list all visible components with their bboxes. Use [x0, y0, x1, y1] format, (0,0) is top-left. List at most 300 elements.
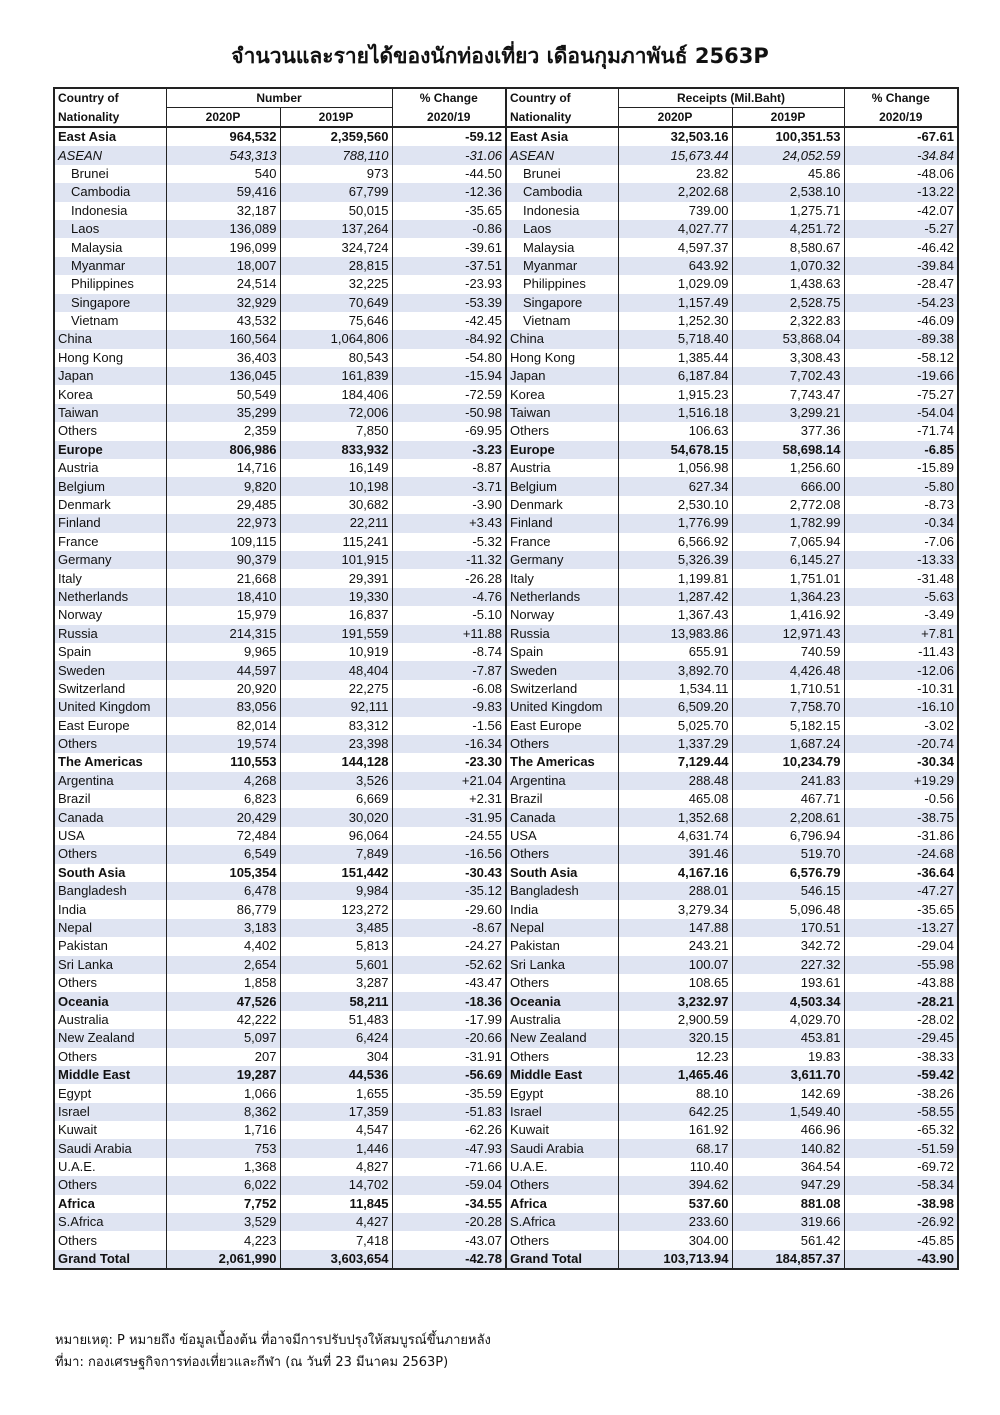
receipts-2020: 233.60 [618, 1213, 732, 1231]
country-name: Middle East [54, 1066, 166, 1084]
receipts-2019: 140.82 [732, 1139, 844, 1157]
country-name: Brunei [54, 165, 166, 183]
receipts-2019: 6,576.79 [732, 864, 844, 882]
country-name-right: Brunei [506, 165, 618, 183]
number-change: -84.92 [392, 330, 506, 348]
country-name: Argentina [54, 772, 166, 790]
number-2019: 184,406 [280, 385, 392, 403]
country-name-right: South Asia [506, 864, 618, 882]
number-change: +3.43 [392, 514, 506, 532]
number-2019: 96,064 [280, 827, 392, 845]
receipts-2020: 391.46 [618, 845, 732, 863]
number-change: -31.06 [392, 146, 506, 164]
receipts-2020: 1,776.99 [618, 514, 732, 532]
receipts-2020-header: 2020P [618, 108, 732, 128]
receipts-2019: 1,549.40 [732, 1103, 844, 1121]
number-2020: 1,368 [166, 1158, 280, 1176]
receipts-2019: 53,868.04 [732, 330, 844, 348]
country-name-right: Others [506, 1176, 618, 1194]
number-2019: 115,241 [280, 533, 392, 551]
country-name: Belgium [54, 477, 166, 495]
receipts-change: -16.10 [844, 698, 958, 716]
receipts-2019: 1,438.63 [732, 275, 844, 293]
receipts-change-header: % Change [844, 88, 958, 108]
number-change: -11.32 [392, 551, 506, 569]
header-row-2 [54, 108, 958, 128]
country-name: Indonesia [54, 202, 166, 220]
table-row [54, 974, 958, 992]
country-name-right: Vietnam [506, 312, 618, 330]
number-2019: 2,359,560 [280, 127, 392, 146]
number-2019: 50,015 [280, 202, 392, 220]
number-2020: 86,779 [166, 900, 280, 918]
number-2020: 72,484 [166, 827, 280, 845]
number-2020: 1,716 [166, 1121, 280, 1139]
receipts-2019: 1,751.01 [732, 569, 844, 587]
receipts-change: -71.74 [844, 422, 958, 440]
table-row [54, 808, 958, 826]
number-2020: 18,007 [166, 257, 280, 275]
country-name-right: Switzerland [506, 680, 618, 698]
number-2019: 191,559 [280, 625, 392, 643]
country-name: Norway [54, 606, 166, 624]
table-row [54, 643, 958, 661]
country-name-right: Sweden [506, 661, 618, 679]
receipts-change: -39.84 [844, 257, 958, 275]
country-name-right: Egypt [506, 1084, 618, 1102]
number-change: -23.93 [392, 275, 506, 293]
receipts-2019: 4,426.48 [732, 661, 844, 679]
receipts-2020: 655.91 [618, 643, 732, 661]
number-2020: 109,115 [166, 533, 280, 551]
number-change: -12.36 [392, 183, 506, 201]
country-name-right: Cambodia [506, 183, 618, 201]
page-title: จำนวนและรายได้ของนักท่องเที่ยว เดือนกุมภาพันธ์ 2563P [231, 44, 769, 68]
number-2019: 22,211 [280, 514, 392, 532]
receipts-2020: 6,509.20 [618, 698, 732, 716]
number-2020-header: 2020P [166, 108, 280, 128]
country-name: Korea [54, 385, 166, 403]
table-row [54, 404, 958, 422]
receipts-2019: 2,208.61 [732, 808, 844, 826]
receipts-change: -0.56 [844, 790, 958, 808]
country-name: Others [54, 1176, 166, 1194]
number-2019: 16,837 [280, 606, 392, 624]
number-change: -3.90 [392, 496, 506, 514]
number-2020: 1,066 [166, 1084, 280, 1102]
country-name: Switzerland [54, 680, 166, 698]
country-name-right: Germany [506, 551, 618, 569]
table-row [54, 864, 958, 882]
country-name: United Kingdom [54, 698, 166, 716]
table-row [54, 680, 958, 698]
source-line: ที่มา: กองเศรษฐกิจการท่องเที่ยวและกีฬา (ณ วันที่ 23 มีนาคม 2563P) [55, 1355, 449, 1370]
table-row [54, 459, 958, 477]
number-2019: 67,799 [280, 183, 392, 201]
receipts-2019: 170.51 [732, 919, 844, 937]
country-name-right: Kuwait [506, 1121, 618, 1139]
country-name: India [54, 900, 166, 918]
country-name: Sri Lanka [54, 956, 166, 974]
receipts-change: +19.29 [844, 772, 958, 790]
country-name-right: S.Africa [506, 1213, 618, 1231]
receipts-2020: 103,713.94 [618, 1250, 732, 1269]
number-2019: 137,264 [280, 220, 392, 238]
receipts-change: -15.89 [844, 459, 958, 477]
receipts-change: -5.27 [844, 220, 958, 238]
number-2019: 23,398 [280, 735, 392, 753]
country-name: Denmark [54, 496, 166, 514]
number-change-sub-header: 2020/19 [392, 108, 506, 128]
country-name: Oceania [54, 992, 166, 1010]
receipts-change: -29.04 [844, 937, 958, 955]
table-row [54, 661, 958, 679]
header-row-1 [54, 88, 958, 108]
number-change: -43.47 [392, 974, 506, 992]
number-2020: 110,553 [166, 753, 280, 771]
table-row [54, 772, 958, 790]
number-2020: 9,965 [166, 643, 280, 661]
receipts-2019: 2,538.10 [732, 183, 844, 201]
country-name-right: China [506, 330, 618, 348]
number-2020: 4,402 [166, 937, 280, 955]
receipts-change: -38.75 [844, 808, 958, 826]
country-name-right: Sri Lanka [506, 956, 618, 974]
number-2020: 4,268 [166, 772, 280, 790]
country-name: Hong Kong [54, 349, 166, 367]
country-name: ASEAN [54, 146, 166, 164]
country-name: New Zealand [54, 1029, 166, 1047]
nationality-header-right: Nationality [506, 108, 618, 128]
note-line: หมายเหตุ: P หมายถึง ข้อมูลเบื้องต้น ที่อาจมีการปรับปรุงให้สมบูรณ์ขึ้นภายหลัง [55, 1333, 491, 1348]
number-2019: 1,655 [280, 1084, 392, 1102]
country-name: U.A.E. [54, 1158, 166, 1176]
number-2019: 70,649 [280, 294, 392, 312]
receipts-2020: 108.65 [618, 974, 732, 992]
receipts-2020: 304.00 [618, 1231, 732, 1249]
country-name-right: Taiwan [506, 404, 618, 422]
receipts-change: -13.22 [844, 183, 958, 201]
number-2019: 788,110 [280, 146, 392, 164]
country-name: Austria [54, 459, 166, 477]
receipts-change: -6.85 [844, 441, 958, 459]
number-2019: 6,669 [280, 790, 392, 808]
receipts-2019: 467.71 [732, 790, 844, 808]
receipts-change: -13.27 [844, 919, 958, 937]
country-name-right: Middle East [506, 1066, 618, 1084]
number-change: +11.88 [392, 625, 506, 643]
receipts-2020: 147.88 [618, 919, 732, 937]
number-2020: 1,858 [166, 974, 280, 992]
table-row [54, 496, 958, 514]
number-change: -8.67 [392, 919, 506, 937]
table-row [54, 717, 958, 735]
table-row [54, 845, 958, 863]
number-change: -17.99 [392, 1011, 506, 1029]
receipts-2020: 2,900.59 [618, 1011, 732, 1029]
receipts-change: -38.98 [844, 1195, 958, 1213]
receipts-2020: 4,167.16 [618, 864, 732, 882]
number-2019: 7,418 [280, 1231, 392, 1249]
country-name-right: Austria [506, 459, 618, 477]
country-name-right: Denmark [506, 496, 618, 514]
number-2020: 8,362 [166, 1103, 280, 1121]
receipts-change: -75.27 [844, 385, 958, 403]
table-row [54, 385, 958, 403]
country-name-right: Russia [506, 625, 618, 643]
receipts-2020: 1,199.81 [618, 569, 732, 587]
receipts-2019: 58,698.14 [732, 441, 844, 459]
country-name-right: The Americas [506, 753, 618, 771]
number-2020: 18,410 [166, 588, 280, 606]
country-name: Africa [54, 1195, 166, 1213]
country-name: Others [54, 1231, 166, 1249]
receipts-change: -51.59 [844, 1139, 958, 1157]
number-2020: 806,986 [166, 441, 280, 459]
table-row [54, 937, 958, 955]
receipts-2020: 106.63 [618, 422, 732, 440]
receipts-2019-header: 2019P [732, 108, 844, 128]
country-header: Country of [54, 88, 166, 108]
receipts-change: -12.06 [844, 661, 958, 679]
number-2020: 2,061,990 [166, 1250, 280, 1269]
receipts-2019: 666.00 [732, 477, 844, 495]
number-change: -69.95 [392, 422, 506, 440]
receipts-change: -65.32 [844, 1121, 958, 1139]
receipts-2020: 1,465.46 [618, 1066, 732, 1084]
country-name-right: New Zealand [506, 1029, 618, 1047]
table-row [54, 1121, 958, 1139]
receipts-2020: 465.08 [618, 790, 732, 808]
receipts-change: +7.81 [844, 625, 958, 643]
country-name-right: Hong Kong [506, 349, 618, 367]
table-row [54, 1029, 958, 1047]
country-name: Bangladesh [54, 882, 166, 900]
country-name: Spain [54, 643, 166, 661]
number-change: -72.59 [392, 385, 506, 403]
country-name-right: Japan [506, 367, 618, 385]
table-row [54, 1195, 958, 1213]
country-name-right: Philippines [506, 275, 618, 293]
number-2019: 22,275 [280, 680, 392, 698]
receipts-2020: 3,279.34 [618, 900, 732, 918]
number-change: -4.76 [392, 588, 506, 606]
tourism-table-container [53, 87, 957, 1270]
receipts-2019: 2,528.75 [732, 294, 844, 312]
number-change: -7.87 [392, 661, 506, 679]
number-2020: 753 [166, 1139, 280, 1157]
table-row [54, 1084, 958, 1102]
receipts-2019: 947.29 [732, 1176, 844, 1194]
receipts-2020: 5,326.39 [618, 551, 732, 569]
number-change: -47.93 [392, 1139, 506, 1157]
receipts-2019: 6,145.27 [732, 551, 844, 569]
receipts-change: -3.02 [844, 717, 958, 735]
number-2019: 3,526 [280, 772, 392, 790]
receipts-2020: 54,678.15 [618, 441, 732, 459]
number-2020: 964,532 [166, 127, 280, 146]
receipts-change: -34.84 [844, 146, 958, 164]
number-2019: 92,111 [280, 698, 392, 716]
number-2019: 32,225 [280, 275, 392, 293]
number-2020: 6,022 [166, 1176, 280, 1194]
number-2020: 15,979 [166, 606, 280, 624]
receipts-change: -7.06 [844, 533, 958, 551]
country-name-right: Spain [506, 643, 618, 661]
receipts-change: -30.34 [844, 753, 958, 771]
country-name: Israel [54, 1103, 166, 1121]
receipts-2020: 2,530.10 [618, 496, 732, 514]
country-name: China [54, 330, 166, 348]
receipts-change: -55.98 [844, 956, 958, 974]
table-row [54, 533, 958, 551]
receipts-2019: 377.36 [732, 422, 844, 440]
receipts-2020: 642.25 [618, 1103, 732, 1121]
number-change-header: % Change [392, 88, 506, 108]
number-2020: 21,668 [166, 569, 280, 587]
number-2019: 4,427 [280, 1213, 392, 1231]
table-row [54, 569, 958, 587]
country-name-right: Others [506, 422, 618, 440]
receipts-2019: 2,322.83 [732, 312, 844, 330]
number-2019: 161,839 [280, 367, 392, 385]
country-name-right: Brazil [506, 790, 618, 808]
country-name: Finland [54, 514, 166, 532]
country-name: Others [54, 1048, 166, 1066]
receipts-2019: 881.08 [732, 1195, 844, 1213]
number-change: -44.50 [392, 165, 506, 183]
table-row [54, 882, 958, 900]
table-row [54, 919, 958, 937]
receipts-2019: 519.70 [732, 845, 844, 863]
country-name: Russia [54, 625, 166, 643]
receipts-2020: 1,352.68 [618, 808, 732, 826]
receipts-2019: 1,782.99 [732, 514, 844, 532]
number-change: -71.66 [392, 1158, 506, 1176]
number-2019: 5,601 [280, 956, 392, 974]
number-change: -50.98 [392, 404, 506, 422]
receipts-2019: 4,503.34 [732, 992, 844, 1010]
number-change: -52.62 [392, 956, 506, 974]
receipts-change: -69.72 [844, 1158, 958, 1176]
receipts-change: -31.48 [844, 569, 958, 587]
number-2020: 19,574 [166, 735, 280, 753]
receipts-2020: 320.15 [618, 1029, 732, 1047]
receipts-2019: 1,687.24 [732, 735, 844, 753]
country-name-right: U.A.E. [506, 1158, 618, 1176]
receipts-2020: 88.10 [618, 1084, 732, 1102]
receipts-change: -24.68 [844, 845, 958, 863]
receipts-2019: 1,070.32 [732, 257, 844, 275]
receipts-2019: 342.72 [732, 937, 844, 955]
receipts-2019: 45.86 [732, 165, 844, 183]
receipts-2019: 12,971.43 [732, 625, 844, 643]
receipts-2019: 100,351.53 [732, 127, 844, 146]
number-2020: 6,549 [166, 845, 280, 863]
country-name-right: Singapore [506, 294, 618, 312]
receipts-change: -38.26 [844, 1084, 958, 1102]
country-name: Brazil [54, 790, 166, 808]
country-name: Europe [54, 441, 166, 459]
receipts-2019: 466.96 [732, 1121, 844, 1139]
country-name: Cambodia [54, 183, 166, 201]
number-2019: 833,932 [280, 441, 392, 459]
number-2020: 83,056 [166, 698, 280, 716]
table-row [54, 1213, 958, 1231]
number-2019: 3,603,654 [280, 1250, 392, 1269]
number-2019: 72,006 [280, 404, 392, 422]
number-change: -42.45 [392, 312, 506, 330]
country-name-right: Malaysia [506, 238, 618, 256]
receipts-change: -19.66 [844, 367, 958, 385]
table-row [54, 238, 958, 256]
country-name: Others [54, 974, 166, 992]
country-name: Egypt [54, 1084, 166, 1102]
nationality-header: Nationality [54, 108, 166, 128]
number-change: -16.56 [392, 845, 506, 863]
number-2019: 17,359 [280, 1103, 392, 1121]
table-row [54, 900, 958, 918]
receipts-change: -3.49 [844, 606, 958, 624]
number-change: -31.91 [392, 1048, 506, 1066]
number-2019: 30,020 [280, 808, 392, 826]
receipts-change: -38.33 [844, 1048, 958, 1066]
receipts-change: -58.34 [844, 1176, 958, 1194]
receipts-2019: 184,857.37 [732, 1250, 844, 1269]
table-row [54, 1139, 958, 1157]
number-2020: 82,014 [166, 717, 280, 735]
receipts-2020: 643.92 [618, 257, 732, 275]
number-2020: 4,223 [166, 1231, 280, 1249]
table-row [54, 165, 958, 183]
receipts-2019: 227.32 [732, 956, 844, 974]
number-2020: 32,187 [166, 202, 280, 220]
number-2020: 20,429 [166, 808, 280, 826]
receipts-2019: 1,256.60 [732, 459, 844, 477]
receipts-change: -67.61 [844, 127, 958, 146]
country-name: Netherlands [54, 588, 166, 606]
country-name: Grand Total [54, 1250, 166, 1269]
footnotes [55, 1330, 491, 1374]
number-2020: 19,287 [166, 1066, 280, 1084]
receipts-2020: 100.07 [618, 956, 732, 974]
number-change: -3.23 [392, 441, 506, 459]
country-name-right: Others [506, 1048, 618, 1066]
receipts-2019: 4,029.70 [732, 1011, 844, 1029]
receipts-2019: 561.42 [732, 1231, 844, 1249]
country-name-right: Finland [506, 514, 618, 532]
table-row [54, 127, 958, 146]
country-name: Japan [54, 367, 166, 385]
number-2019: 4,547 [280, 1121, 392, 1139]
receipts-change: -28.47 [844, 275, 958, 293]
country-name: Italy [54, 569, 166, 587]
receipts-change: -31.86 [844, 827, 958, 845]
number-2019: 324,724 [280, 238, 392, 256]
country-name-right: Saudi Arabia [506, 1139, 618, 1157]
number-2020: 3,529 [166, 1213, 280, 1231]
receipts-2019: 453.81 [732, 1029, 844, 1047]
receipts-2020: 6,187.84 [618, 367, 732, 385]
receipts-2020: 5,025.70 [618, 717, 732, 735]
number-change: -53.39 [392, 294, 506, 312]
table-row [54, 349, 958, 367]
number-change: -23.30 [392, 753, 506, 771]
number-change: -9.83 [392, 698, 506, 716]
table-row [54, 514, 958, 532]
table-row [54, 330, 958, 348]
country-name: USA [54, 827, 166, 845]
